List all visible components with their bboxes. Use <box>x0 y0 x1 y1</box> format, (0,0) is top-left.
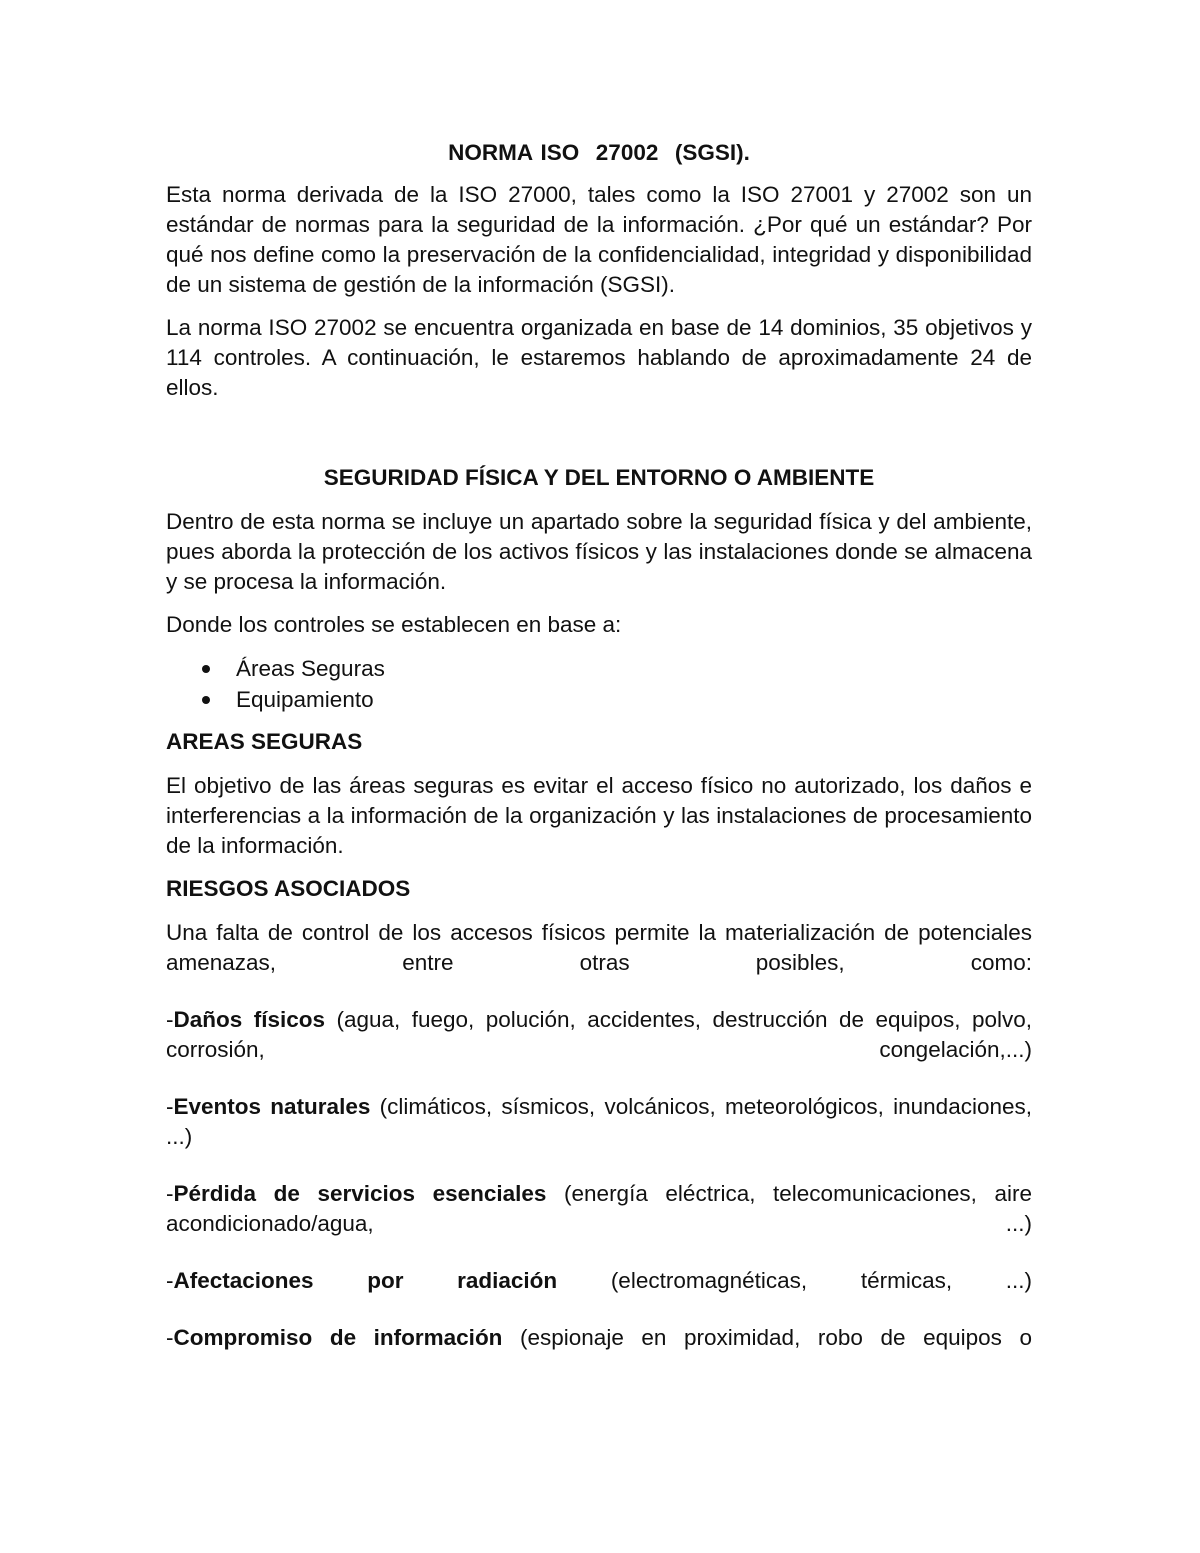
risk-title: Compromiso de información <box>173 1325 503 1350</box>
section-paragraph-2: Donde los controles se establecen en base a: <box>166 612 622 637</box>
document-page <box>166 138 1032 1380</box>
risk-item <box>166 1179 1032 1239</box>
risk-title: Afectaciones por radiación <box>173 1268 558 1293</box>
spacer <box>166 416 1032 463</box>
areas-paragraph: El objetivo de las áreas seguras es evitar el acceso físico no autorizado, los daños e interferencias a la información de la organización y las instalaciones de procesamiento de la información. <box>166 773 1032 858</box>
risk-prefix: - <box>166 1268 174 1293</box>
riesgos-paragraph: Una falta de control de los accesos físicos permite la materialización de potenciales amenazas, entre otras posibles, como: <box>166 920 1032 975</box>
risk-detail: (energía eléctrica, telecomunicaciones, aire acondicionado/agua, ...) <box>166 1181 1032 1236</box>
risk-item <box>166 1323 1032 1353</box>
bullet-list <box>166 653 1032 715</box>
areas-heading: AREAS SEGURAS <box>166 729 363 754</box>
risk-title: Pérdida de servicios esenciales <box>173 1181 547 1206</box>
risk-item <box>166 1266 1032 1296</box>
document-title: NORMA ISO 27002 (SGSI). <box>448 140 750 165</box>
section-title: SEGURIDAD FÍSICA Y DEL ENTORNO O AMBIENTE <box>323 465 875 490</box>
risk-prefix: - <box>166 1094 174 1119</box>
risk-detail: (espionaje en proximidad, robo de equipos o <box>502 1325 1033 1350</box>
section-paragraph-1: Dentro de esta norma se incluye un apartado sobre la seguridad física y del ambiente, pues aborda la protección de los activos físicos y las instalaciones donde se almacena y se procesa la información. <box>166 509 1032 594</box>
risk-title: Eventos naturales <box>173 1094 371 1119</box>
bullet-item: Áreas Seguras <box>166 653 1032 684</box>
risk-prefix: - <box>166 1007 174 1032</box>
intro-paragraph-1: Esta norma derivada de la ISO 27000, tales como la ISO 27001 y 27002 son un estándar de normas para la seguridad de la información. ¿Por qué un estándar? Por qué nos define como la preservación de la confidencialidad, integridad y disponibilidad de un sistema de gestión de la información (SGSI). <box>166 182 1032 297</box>
riesgos-heading: RIESGOS ASOCIADOS <box>166 876 411 901</box>
risk-detail: (agua, fuego, polución, accidentes, destrucción de equipos, polvo, corrosión, congelación,...) <box>166 1007 1032 1062</box>
risk-prefix: - <box>166 1325 174 1350</box>
risk-item <box>166 1005 1032 1065</box>
risk-detail: (electromagnéticas, térmicas, ...) <box>557 1268 1032 1293</box>
risk-detail: (climáticos, sísmicos, volcánicos, meteorológicos, inundaciones, ...) <box>166 1094 1033 1149</box>
intro-paragraph-2: La norma ISO 27002 se encuentra organizada en base de 14 dominios, 35 objetivos y 114 controles. A continuación, le estaremos hablando de aproximadamente 24 de ellos. <box>166 315 1032 400</box>
risk-item <box>166 1092 1032 1152</box>
bullet-item: Equipamiento <box>166 684 1032 715</box>
risk-title: Daños físicos <box>173 1007 325 1032</box>
risk-prefix: - <box>166 1181 174 1206</box>
